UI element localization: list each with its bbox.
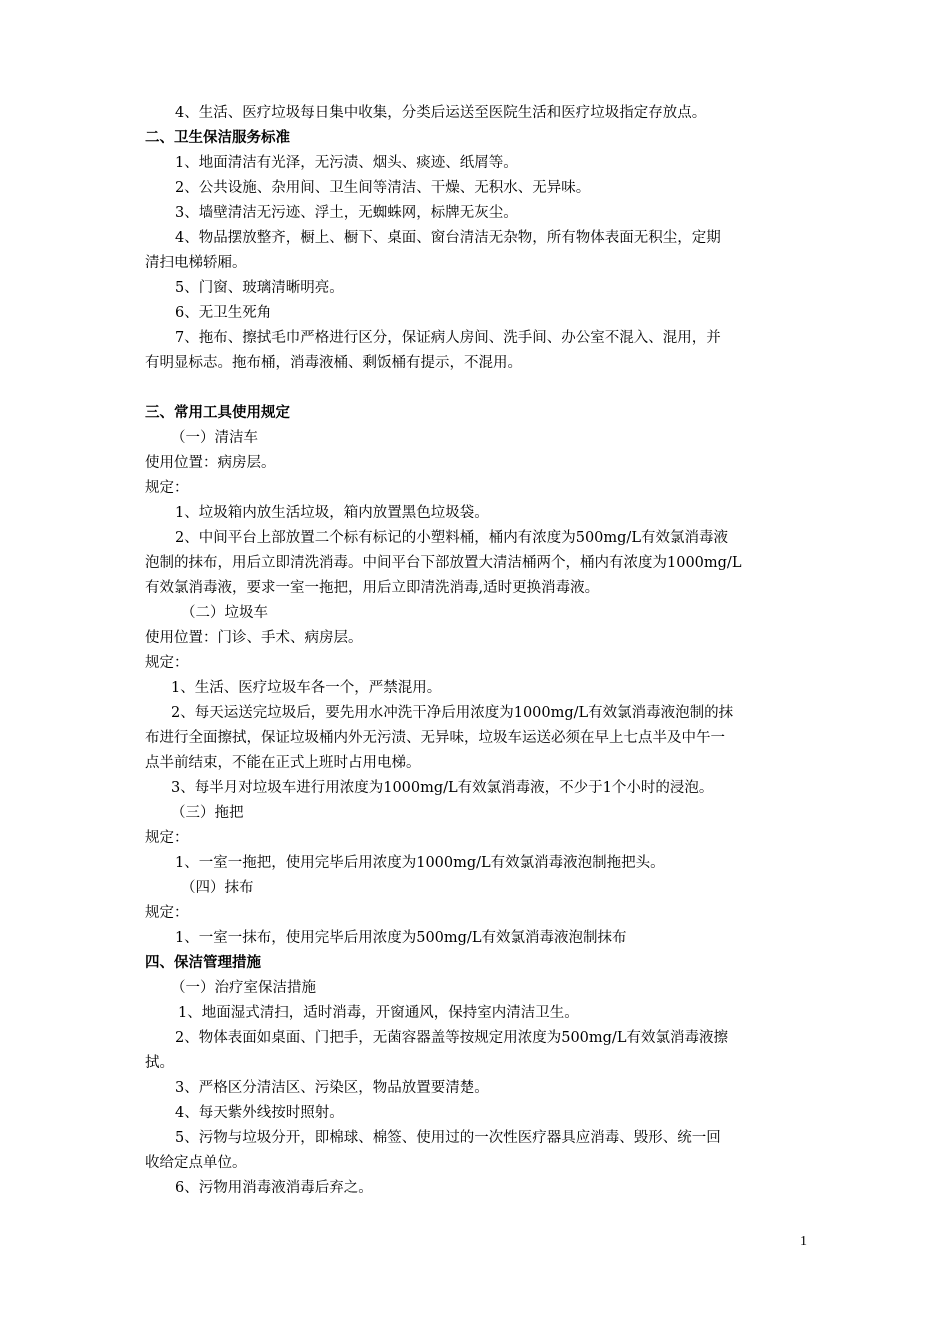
subsection-heading: （二）垃圾车	[181, 605, 268, 621]
text-line: 规定：	[145, 655, 189, 671]
subsection-heading: （一）清洁车	[171, 430, 258, 446]
section-heading: 四、保洁管理措施	[145, 955, 261, 971]
text-line: 布进行全面擦拭，保证垃圾桶内外无污渍、无异味，垃圾车运送必须在早上七点半及中午一	[145, 730, 725, 746]
text-line: 3、每半月对垃圾车进行用浓度为1000mg/L有效氯消毒液，不少于1个小时的浸泡。	[171, 780, 714, 796]
text-line: 规定：	[145, 480, 189, 496]
text-line: 6、无卫生死角	[175, 305, 272, 321]
subsection-heading: （一）治疗室保洁措施	[171, 980, 316, 996]
text-line: 1、生活、医疗垃圾车各一个，严禁混用。	[171, 680, 442, 696]
text-line: 3、墙壁清洁无污迹、浮土，无蜘蛛网，标牌无灰尘。	[175, 205, 518, 221]
text-line: 使用位置：病房层。	[145, 455, 276, 471]
section-heading: 三、常用工具使用规定	[145, 405, 290, 421]
text-line: 1、垃圾箱内放生活垃圾，箱内放置黑色垃圾袋。	[175, 505, 489, 521]
text-line: 4、生活、医疗垃圾每日集中收集，分类后运送至医院生活和医疗垃圾指定存放点。	[175, 105, 707, 121]
text-line: 2、每天运送完垃圾后，要先用水冲洗干净后用浓度为1000mg/L有效氯消毒液泡制的抹	[171, 705, 734, 721]
text-line: 清扫电梯轿厢。	[145, 255, 247, 271]
text-line: 使用位置：门诊、手术、病房层。	[145, 630, 363, 646]
text-line: 1、一室一抹布，使用完毕后用浓度为500mg/L有效氯消毒液泡制抹布	[175, 930, 627, 946]
text-line: 4、物品摆放整齐，橱上、橱下、桌面、窗台清洁无杂物，所有物体表面无积尘，定期	[175, 230, 721, 246]
text-line: 泡制的抹布，用后立即清洗消毒。中间平台下部放置大清洁桶两个，桶内有浓度为1000mg/L	[145, 555, 742, 571]
text-line: 拭。	[145, 1055, 174, 1071]
text-line: 2、物体表面如桌面、门把手，无菌容器盖等按规定用浓度为500mg/L有效氯消毒液擦	[175, 1030, 728, 1046]
text-line: 2、中间平台上部放置二个标有标记的小塑料桶，桶内有浓度为500mg/L有效氯消毒液	[175, 530, 728, 546]
text-line: 收给定点单位。	[145, 1155, 247, 1171]
text-line: 3、严格区分清洁区、污染区，物品放置要清楚。	[175, 1080, 489, 1096]
text-line: 有明显标志。拖布桶，消毒液桶、剩饭桶有提示，不混用。	[145, 355, 522, 371]
text-line: 规定：	[145, 905, 189, 921]
text-line: 1、地面清洁有光泽，无污渍、烟头、痰迹、纸屑等。	[175, 155, 518, 171]
text-line: 点半前结束，不能在正式上班时占用电梯。	[145, 755, 421, 771]
section-heading: 二、卫生保洁服务标准	[145, 130, 290, 146]
subsection-heading: （四）抹布	[181, 880, 254, 896]
text-line: 4、每天紫外线按时照射。	[175, 1105, 344, 1121]
text-line: 5、门窗、玻璃清晰明亮。	[175, 280, 344, 296]
text-line: 6、污物用消毒液消毒后弃之。	[175, 1180, 373, 1196]
text-line: 2、公共设施、杂用间、卫生间等清洁、干燥、无积水、无异味。	[175, 180, 591, 196]
page-number: 1	[800, 1234, 807, 1249]
text-line: 1、一室一拖把，使用完毕后用浓度为1000mg/L有效氯消毒液泡制拖把头。	[175, 855, 665, 871]
text-line: 5、污物与垃圾分开，即棉球、棉签、使用过的一次性医疗器具应消毒、毁形、统一回	[175, 1130, 721, 1146]
text-line: 有效氯消毒液，要求一室一拖把，用后立即清洗消毒,适时更换消毒液。	[145, 580, 600, 596]
text-line: 1、地面湿式清扫，适时消毒，开窗通风，保持室内清洁卫生。	[178, 1005, 579, 1021]
subsection-heading: （三）拖把	[171, 805, 244, 821]
text-line: 规定：	[145, 830, 189, 846]
text-line: 7、拖布、擦拭毛巾严格进行区分，保证病人房间、洗手间、办公室不混入、混用，并	[175, 330, 721, 346]
